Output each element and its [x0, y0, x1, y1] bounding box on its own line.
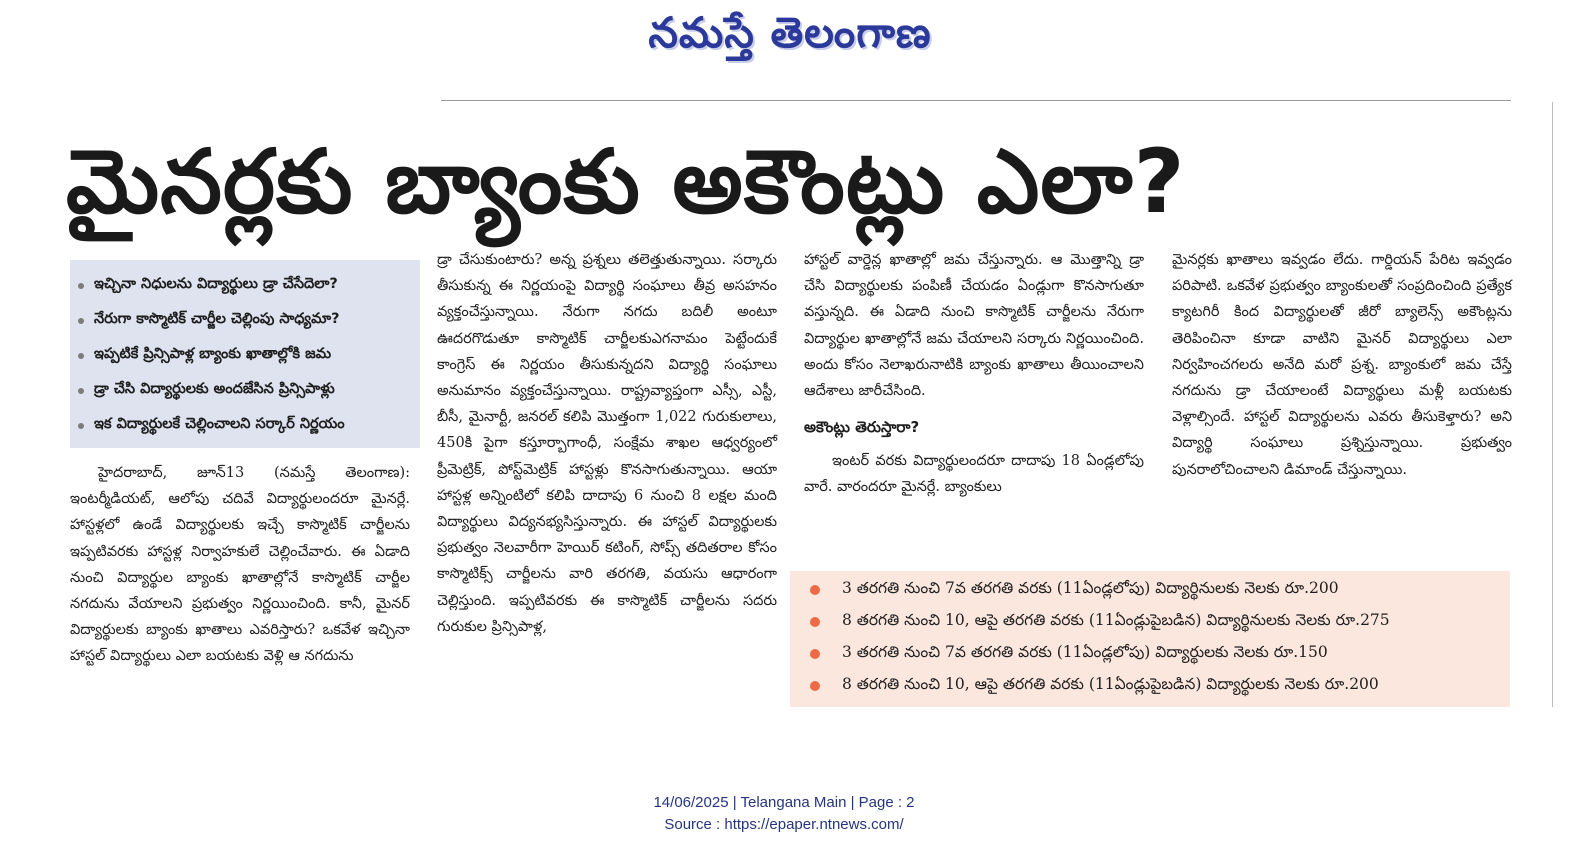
article-subheading: అకౌంట్లు తెరుస్తారా? — [804, 418, 920, 437]
bullet-icon — [78, 353, 84, 359]
article-paragraph: హాస్టల్ వార్డెన్ల ఖాతాల్లో జమ చేస్తున్నారు. ఆ మొత్తాన్ని డ్రా చేసి విద్యార్థులకు పంపిణీ చేయడం ఏండ్లుగా కొనసాగుతూ వస్తున్నది. ఈ ఏడాది నుంచి కాస్మొటిక్ చార్జీలను నేరుగా విద్యార్థుల ఖాతాల్లోనే జమ చేయాలని సర్కారు నిర్ణయించింది. అందు కోసం నెలాఖరునాటికి బ్యాంకు ఖాతాలు తీయించాలని ఆదేశాలు జారీచేసింది. — [804, 252, 1144, 400]
allowance-item — [810, 638, 1502, 670]
bullet-icon — [78, 318, 84, 324]
article-paragraph: డ్రా చేసుకుంటారు? అన్న ప్రశ్నలు తలెత్తుతున్నాయి. సర్కారు తీసుకున్న ఈ నిర్ణయంపై విద్యార్థి సంఘాలు తీవ్ర అసహనం వ్యక్తంచేస్తున్నాయి. నేరుగా నగదు బదిలీ అంటూ ఊదరగొడుతూ కాస్మొటిక్ చార్జీలకుఎగనామం పెట్టేందుకే కాంగ్రెస్ ఈ నిర్ణయం తీసుకున్నదని విద్యార్థి సంఘాలు అనుమానం వ్యక్తంచేస్తున్నాయి. రాష్ట్రవ్యాప్తంగా ఎస్సీ, ఎస్టీ, బీసీ, మైనార్టీ, జనరల్ కలిపి మొత్తంగా 1,022 గురుకులాలు, 450కి పైగా కస్తూర్బాగాంధీ, సంక్షేమ శాఖల ఆధ్వర్యంలో ప్రీమెట్రిక్, పోస్ట్‌మెట్రిక్ హాస్టళ్లు కొనసాగుతున్నాయి. ఆయా హాస్టళ్ల అన్నింటిలో కలిపి దాదాపు 6 నుంచి 8 లక్షల మంది విద్యార్థులు విద్యనభ్యసిస్తున్నారు. ఈ హాస్టల్ విద్యార్థులకు ప్రభుత్వం నెలవారీగా హెయిర్ కటింగ్, సోప్స్ తదితరాల కోసం కాస్మొటిక్స్ చార్జీలను వారి తరగతి, వయసు ఆధారంగా చెల్లిస్తుంది. ఇప్పటివరకు ఈ కాస్మొటిక్ చార్జీలను సదరు గురుకుల ప్రిన్సిపాళ్ల, — [437, 252, 777, 635]
highlight-item — [78, 338, 414, 373]
allowance-item — [810, 670, 1502, 702]
article-headline: మైనర్లకు బ్యాంకు అకౌంట్లు ఎలా? — [66, 130, 1186, 233]
footer-date-edition: 14/06/2025 | Telangana Main | Page : 2 — [653, 794, 915, 811]
article-paragraph: మైనర్లకు ఖాతాలు ఇవ్వడం లేదు. గార్డియన్ పేరిట ఇవ్వడం పరిపాటి. ఒకవేళ ప్రభుత్వం బ్యాంకులతో సంప్రదించింది ప్రత్యేక క్యాటగిరీ కింద విద్యార్థులతో జీరో బ్యాలెన్స్ అకౌంట్లను తెరిపించినా కూడా వాటిని మైనర్ విద్యార్థులు ఎలా నిర్వహించగలరు అనేది మరో ప్రశ్న. బ్యాంకులో జమ చేస్తే నగదును డ్రా చేయాలంటే విద్యార్థులు మళ్లీ బయటకు వెళ్లాల్సిందే. హాస్టల్ విద్యార్థులను ఎవరు తీసుకెళ్తారు? అని విద్యార్థి సంఘాలు ప్రశ్నిస్తున్నాయి. ప్రభుత్వం పునరాలోచించాలని డిమాండ్ చేస్తున్నాయి. — [1172, 252, 1512, 478]
highlight-text: నేరుగా కాస్మొటిక్ చార్జీల చెల్లింపు సాధ్యమా? — [94, 310, 340, 327]
cosmetic-charges-box — [790, 571, 1510, 707]
bullet-icon — [78, 388, 84, 394]
bullet-icon — [810, 585, 820, 595]
masthead-divider — [441, 100, 1511, 101]
allowance-text: 3 తరగతి నుంచి 7వ తరగతి వరకు (11ఏండ్లలోపు) విద్యార్థినులకు నెలకు రూ.200 — [842, 579, 1339, 597]
highlight-text: ఇచ్చినా నిధులను విద్యార్థులు డ్రా చేసేదెలా? — [94, 275, 338, 292]
highlight-text: ఇక విద్యార్థులకే చెల్లించాలని సర్కార్ నిర్ణయం — [94, 415, 345, 432]
bullet-icon — [810, 681, 820, 691]
page-footer — [0, 792, 1568, 836]
highlight-item — [78, 268, 414, 303]
highlight-item — [78, 303, 414, 338]
article-paragraph: ఇంటర్ వరకు విద్యార్థులందరూ దాదాపు 18 ఏండ్లలోపు వారే. వారందరూ మైనర్లే. బ్యాంకులు — [804, 453, 1144, 496]
bullet-icon — [810, 617, 820, 627]
highlight-item — [78, 373, 414, 408]
highlight-text: ఇప్పటికే ప్రిన్సిపాళ్ల బ్యాంకు ఖాతాల్లోకి జమ — [94, 345, 332, 362]
article-column-3 — [804, 247, 1144, 501]
bullet-icon — [78, 423, 84, 429]
bullet-icon — [810, 649, 820, 659]
article-column-1 — [70, 460, 410, 670]
newspaper-masthead-logo: నమస్తే తెలంగాణ — [648, 8, 932, 57]
article-column-2 — [437, 247, 777, 640]
footer-source-link[interactable]: Source : https://epaper.ntnews.com/ — [664, 816, 904, 833]
allowance-text: 8 తరగతి నుంచి 10, ఆపై తరగతి వరకు (11ఏండ్లుపైబడిన) విద్యార్థులకు నెలకు రూ.200 — [842, 675, 1379, 693]
page-edge-divider — [1552, 102, 1553, 707]
article-paragraph: హైదరాబాద్, జూన్13 (నమస్తే తెలంగాణ): ఇంటర్మీడియట్, ఆలోపు చదివే విద్యార్థులందరూ మైనర్లే. హాస్టళ్లలో ఉండే విద్యార్థులకు ఇచ్చే కాస్మొటిక్ చార్జీలను ఇప్పటివరకు హాస్టళ్ల నిర్వాహకులే చెల్లించేవారు. ఈ ఏడాది నుంచి విద్యార్థుల బ్యాంకు ఖాతాల్లోనే కాస్మొటిక్ చార్జీల నగదును వేయాలని ప్రభుత్వం నిర్ణయించింది. కానీ, మైనర్ విద్యార్థులకు బ్యాంకు ఖాతాలు ఎవరిస్తారు? ఒకవేళ ఇచ్చినా హాస్టల్ విద్యార్థులు ఎలా బయటకు వెళ్లి ఆ నగదును — [70, 465, 410, 665]
allowance-text: 3 తరగతి నుంచి 7వ తరగతి వరకు (11ఏండ్లలోపు) విద్యార్థులకు నెలకు రూ.150 — [842, 643, 1328, 661]
highlight-text: డ్రా చేసి విద్యార్థులకు అందజేసిన ప్రిన్సిపాళ్లు — [94, 380, 335, 397]
allowance-item — [810, 574, 1502, 606]
bullet-icon — [78, 283, 84, 289]
allowance-text: 8 తరగతి నుంచి 10, ఆపై తరగతి వరకు (11ఏండ్లుపైబడిన) విద్యార్థినులకు నెలకు రూ.275 — [842, 611, 1390, 629]
highlights-box — [70, 260, 420, 448]
allowance-item — [810, 606, 1502, 638]
article-column-4 — [1172, 247, 1512, 483]
highlight-item — [78, 408, 414, 443]
